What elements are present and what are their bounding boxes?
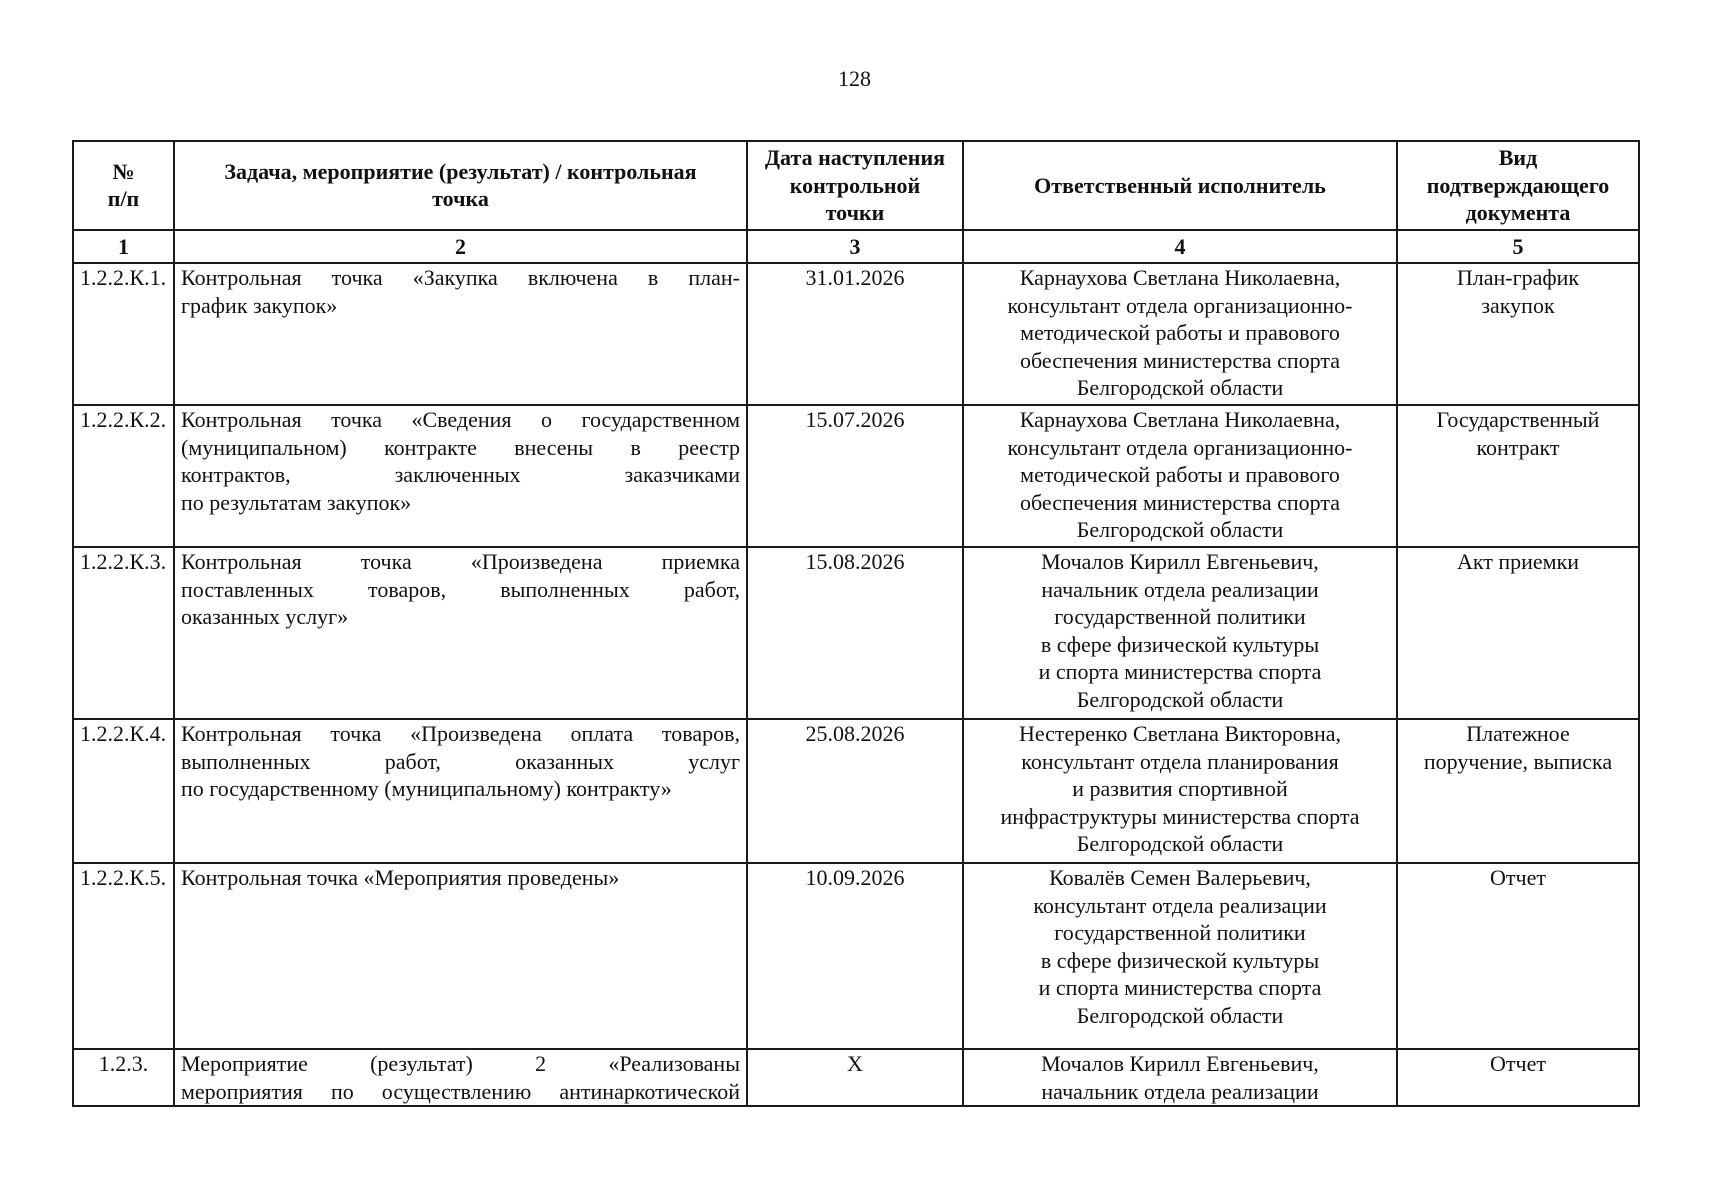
header-task: Задача, мероприятие (результат) / контрольная точка <box>174 141 747 230</box>
page-number: 128 <box>838 66 871 91</box>
row-task: Контрольная точка «Закупка включена в план- график закупок» <box>174 263 747 405</box>
row-date: 15.07.2026 <box>747 405 963 547</box>
row-date: 15.08.2026 <box>747 547 963 719</box>
column-number: 2 <box>174 230 747 264</box>
row-task: Мероприятие (результат) 2 «Реализованы мероприятия по осуществлению антинаркотической <box>174 1049 747 1106</box>
row-responsible: Мочалов Кирилл Евгеньевич, начальник отдела реализации государственной политики в сфере физической культуры и спорта министерства спорта Белгородской области <box>963 547 1397 719</box>
column-number: 4 <box>963 230 1397 264</box>
header-number: № п/п <box>73 141 174 230</box>
column-numbers-row <box>73 230 1639 264</box>
row-number: 1.2.2.К.1. <box>73 263 174 405</box>
header-responsible: Ответственный исполнитель <box>963 141 1397 230</box>
row-task: Контрольная точка «Сведения о государственном (муниципальном) контракте внесены в реестр контрактов, заключенных заказчиками по результатам закупок» <box>174 405 747 547</box>
table-row <box>73 863 1639 1049</box>
row-responsible: Мочалов Кирилл Евгеньевич, начальник отдела реализации <box>963 1049 1397 1106</box>
row-document: Государственный контракт <box>1397 405 1639 547</box>
table-row <box>73 263 1639 405</box>
table-row <box>73 719 1639 863</box>
row-document: Отчет <box>1397 1049 1639 1106</box>
column-number: 1 <box>73 230 174 264</box>
row-task: Контрольная точка «Мероприятия проведены» <box>174 863 747 1049</box>
row-date: 31.01.2026 <box>747 263 963 405</box>
row-number: 1.2.2.К.2. <box>73 405 174 547</box>
row-document: Платежное поручение, выписка <box>1397 719 1639 863</box>
row-document: План-график закупок <box>1397 263 1639 405</box>
row-date: 25.08.2026 <box>747 719 963 863</box>
row-responsible: Ковалёв Семен Валерьевич, консультант отдела реализации государственной политики в сфере физической культуры и спорта министерства спорта Белгородской области <box>963 863 1397 1049</box>
row-number: 1.2.2.К.4. <box>73 719 174 863</box>
column-number: 3 <box>747 230 963 264</box>
row-document: Отчет <box>1397 863 1639 1049</box>
row-task: Контрольная точка «Произведена оплата товаров, выполненных работ, оказанных услуг по государственному (муниципальному) контракту» <box>174 719 747 863</box>
column-number: 5 <box>1397 230 1639 264</box>
row-responsible: Карнаухова Светлана Николаевна, консультант отдела организационно- методической работы и правового обеспечения министерства спорта Белгородской области <box>963 405 1397 547</box>
row-responsible: Карнаухова Светлана Николаевна, консультант отдела организационно- методической работы и правового обеспечения министерства спорта Белгородской области <box>963 263 1397 405</box>
row-date: Х <box>747 1049 963 1106</box>
row-number: 1.2.2.К.3. <box>73 547 174 719</box>
row-date: 10.09.2026 <box>747 863 963 1049</box>
header-date: Дата наступления контрольной точки <box>747 141 963 230</box>
row-task: Контрольная точка «Произведена приемка поставленных товаров, выполненных работ, оказанных услуг» <box>174 547 747 719</box>
control-points-table <box>72 140 1640 1107</box>
row-number: 1.2.3. <box>73 1049 174 1106</box>
table-row <box>73 1049 1639 1106</box>
row-number: 1.2.2.К.5. <box>73 863 174 1049</box>
table-row <box>73 547 1639 719</box>
header-document: Вид подтверждающего документа <box>1397 141 1639 230</box>
row-document: Акт приемки <box>1397 547 1639 719</box>
row-responsible: Нестеренко Светлана Викторовна, консультант отдела планирования и развития спортивной инфраструктуры министерства спорта Белгородской области <box>963 719 1397 863</box>
table-row <box>73 405 1639 547</box>
header-row <box>73 141 1639 230</box>
